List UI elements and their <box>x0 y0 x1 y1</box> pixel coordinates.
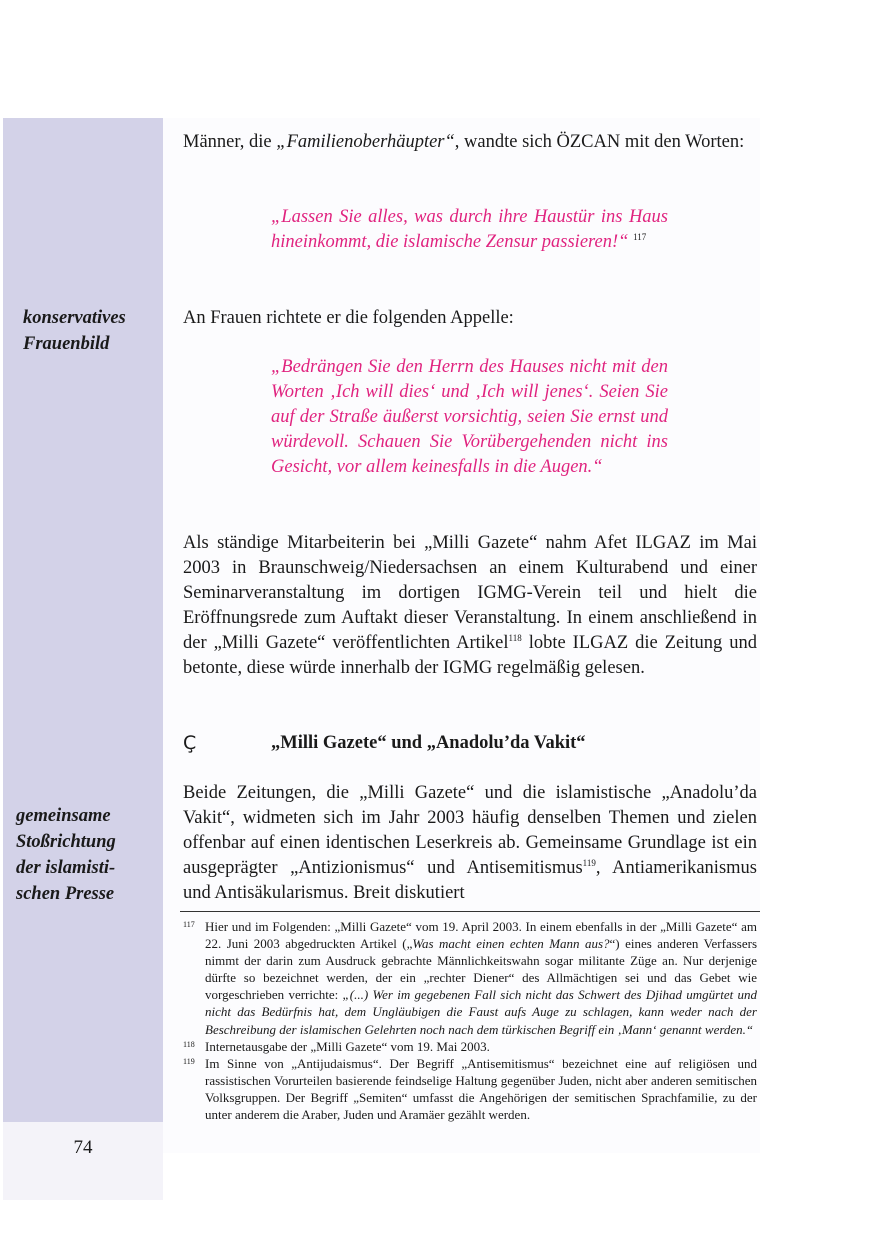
margin-note-line: Stoßrichtung <box>16 832 116 852</box>
paragraph-2 <box>183 306 757 331</box>
paragraph-text: An Frauen richtete er die folgenden Appelle: <box>183 308 514 328</box>
block-quote-1 <box>271 205 668 255</box>
footnote-ref-117[interactable]: 117 <box>633 231 647 242</box>
footnote-text: Internetausgabe der „Milli Gazete“ vom 19. Mai 2003. <box>205 1038 490 1054</box>
page-number-box <box>3 1122 163 1200</box>
text-run: “) eines anderen Verfassers nimmt der darin zum Ausdruck gebrachte Männlichkeitswahn sogar militante Züge an. Nur derjenige dürfte so bezeichnet werden, der ein „rechter Diener“ des Allmächtigen sei und das Gebet wie vorgeschrieben verrichte: <box>205 936 757 1003</box>
margin-note-konservatives-frauenbild <box>23 305 126 357</box>
margin-note-line: Frauenbild <box>23 334 110 354</box>
paragraph-4 <box>183 781 757 906</box>
footnote-119 <box>183 1055 757 1123</box>
paragraph-3 <box>183 531 757 681</box>
footnote-117 <box>183 918 757 1038</box>
footnote-number: 117 <box>183 920 195 929</box>
text-run-italic: „(...) Wer im gegebenen Fall sich nicht das Schwert des Djihad umgürtet und nicht das Bedürfnis hat, dem Ungläubigen die Faust aufs Auge zu schlagen, kann weder nach der Beschreibung der islamischen Gelehrten noch nach dem türkischen Begriff ein ‚Mann‘ genannt werden.“ <box>205 987 758 1037</box>
text-run: Hier und im Folgenden: „Milli Gazete“ vom 19. April 2003. In einem ebenfalls in der „Milli Gazete“ am 22. Juni 2003 abgedruckten Artikel („ <box>205 919 757 952</box>
footnotes <box>183 918 757 1123</box>
footnote-118 <box>183 1038 757 1055</box>
footnote-number: 119 <box>183 1056 195 1066</box>
section-title: „Milli Gazete“ und „Anadolu’da Vakit“ <box>271 733 586 753</box>
section-letter: Ç <box>183 732 197 754</box>
text-run: Männer, die <box>183 132 277 152</box>
footnote-ref-119[interactable]: 119 <box>582 857 596 868</box>
footnote-ref-118[interactable]: 118 <box>508 632 522 643</box>
block-quote-2: „Bedrängen Sie den Herrn des Hauses nicht mit den Worten ‚Ich will dies‘ und ‚Ich will jenes‘. Seien Sie auf der Straße äußerst vorsichtig, seien Sie ernst und würdevoll. Schauen Sie Vorübergehenden nicht ins Gesicht, vor allem keinesfalls in die Augen.“ <box>271 357 668 477</box>
text-run: Beide Zeitungen, die „Milli Gazete“ und die islamistische „Anadolu’da Vakit“, widmeten sich im Jahr 2003 häufig denselben Themen und zielen offenbar auf einen identischen Leserkreis ab. Gemeinsame Grundlage ist ein ausgeprägter „Antizionismus“ und Antisemitismus <box>183 783 757 878</box>
margin-note-gemeinsame-stossrichtung <box>16 803 116 907</box>
footnote-separator <box>180 911 760 912</box>
text-run: , wandte sich ÖZCAN mit den Worten: <box>454 132 745 152</box>
text-run: lobte ILGAZ die Zeitung und betonte, diese würde innerhalb der IGMG regelmäßig gelesen. <box>183 633 757 678</box>
margin-note-line: gemeinsame <box>16 806 111 826</box>
footnote-number: 118 <box>183 1039 195 1049</box>
text-run-italic: „Familienoberhäupter“ <box>276 132 455 152</box>
margin-sidebar <box>3 118 163 1122</box>
margin-note-line: schen Presse <box>16 884 115 904</box>
footnote-text: Im Sinne von „Antijudaismus“. Der Begriff „Antisemitismus“ bezeichnet eine auf religiösen und rassistischen Vorurteilen basierende feindselige Haltung gegenüber Juden, nicht aber anderen semitischen Volksgruppen. Der Begriff „Semiten“ umfasst die Angehörigen der semitischen Sprachfamilie, zu der unter anderem die Araber, Juden und Aramäer gezählt werden. <box>205 1055 757 1123</box>
text-run: , Antiamerikanismus und Antisäkularismus. Breit diskutiert <box>183 858 757 903</box>
margin-note-line: konservatives <box>23 308 126 328</box>
text-run-italic: Was macht einen echten Mann aus? <box>412 936 610 952</box>
text-run: Als ständige Mitarbeiterin bei „Milli Gazete“ nahm Afet ILGAZ im Mai 2003 in Braunschweig/Niedersachsen an einem Kulturabend und einer Seminarveranstaltung im dortigen IGMG-Verein teil und hielt die Eröffnungsrede zum Auftakt dieser Veranstaltung. In einem anschließend in der „Milli Gazete“ veröffentlichten Artikel <box>183 533 757 653</box>
margin-note-line: der islamisti- <box>16 858 116 878</box>
quote-text: „Lassen Sie alles, was durch ihre Haustür ins Haus hineinkommt, die islamische Zensur passieren!“ <box>271 207 668 252</box>
paragraph-1 <box>183 130 757 155</box>
page-number: 74 <box>73 1137 93 1158</box>
